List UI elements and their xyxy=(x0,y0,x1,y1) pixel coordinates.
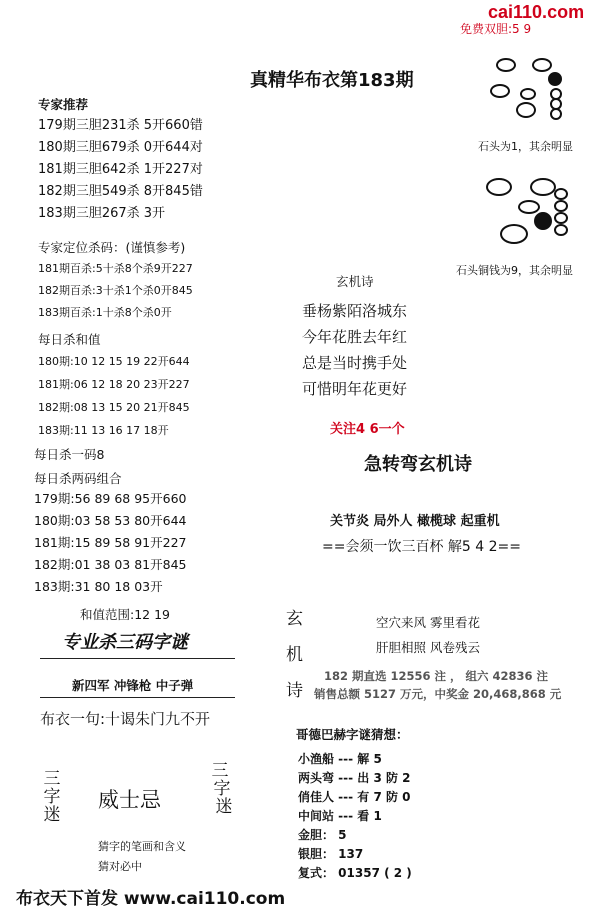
daily-one-label: 每日杀一码8 xyxy=(34,447,105,462)
coin-icon xyxy=(516,102,536,118)
stats-line1: 182 期直选 12556 注 ， 组六 42836 注 xyxy=(324,669,549,683)
daily-two-line: 182期:01 38 03 81开845 xyxy=(34,557,187,572)
stats-line2: 销售总额 5127 万元，中奖金 20,468,868 元 xyxy=(314,687,562,701)
daily-sum-heading: 每日杀和值 xyxy=(38,332,101,347)
riddle-rule-bottom xyxy=(40,697,235,698)
turn-poem-title: 急转弯玄机诗 xyxy=(364,454,472,475)
xuanji-label-1: 玄 xyxy=(286,609,303,629)
site-tagline: 免费双胆:5 9 xyxy=(460,22,532,36)
daily-sum-line: 180期:10 12 15 19 22开644 xyxy=(38,355,190,368)
coin-icon xyxy=(520,88,536,100)
page-title: 真精华布衣第183期 xyxy=(250,70,414,91)
poem-lines xyxy=(302,298,407,402)
sum-range: 和值范围:12 19 xyxy=(80,607,170,622)
coin-puzzle-2-image xyxy=(482,176,572,246)
three-char-hint2: 猜对必中 xyxy=(98,860,142,873)
goldbach-row: 复式： 01357 ( 2 ) xyxy=(298,866,412,880)
daily-sum-line: 181期:06 12 18 20 23开227 xyxy=(38,378,190,391)
expert-line: 179期三胆231杀 5开660错 xyxy=(38,118,203,133)
poem-line: 可惜明年花更好 xyxy=(302,380,408,398)
kill-position-list xyxy=(38,258,193,324)
riddle-rule-top xyxy=(40,658,235,659)
goldbach-row: 金胆： 5 xyxy=(298,828,347,842)
coin-icon xyxy=(532,58,552,72)
daily-two-line: 180期:03 58 53 80开644 xyxy=(34,513,187,528)
goldbach-row: 俏佳人 --- 有 7 防 0 xyxy=(298,790,411,804)
goldbach-row: 两头弯 --- 出 3 防 2 xyxy=(298,771,411,785)
expert-line: 182期三胆549杀 8开845错 xyxy=(38,184,203,199)
goldbach-row: 小渔船 --- 解 5 xyxy=(298,752,382,766)
goldbach-row: 中间站 --- 看 1 xyxy=(298,809,382,823)
coin-icon xyxy=(486,178,512,196)
footer-text: 布衣天下首发 www.cai110.com xyxy=(16,889,286,909)
daily-sum-list xyxy=(38,350,190,442)
xuanji-label-3: 诗 xyxy=(286,681,303,701)
coin-icon xyxy=(554,200,568,212)
kill-position-line: 182期百杀:3十杀1个杀0开845 xyxy=(38,284,193,297)
kill-position-line: 183期百杀:1十杀8个杀0开 xyxy=(38,306,172,319)
expert-list xyxy=(38,115,203,225)
expert-line: 183期三胆267杀 3开 xyxy=(38,206,166,221)
xuanji-line2: 肝胆相照 风卷残云 xyxy=(376,640,480,655)
expert-line: 181期三胆642杀 1开227对 xyxy=(38,162,203,177)
turn-poem-line2: ==会须一饮三百杯 解5 4 2== xyxy=(322,539,521,555)
daily-two-line: 183期:31 80 18 03开 xyxy=(34,579,163,594)
coin-icon xyxy=(554,188,568,200)
expert-heading: 专家推荐 xyxy=(38,97,89,112)
poem-title: 玄机诗 xyxy=(336,274,374,289)
three-char-right-3: 迷 xyxy=(215,797,233,817)
coin-icon xyxy=(500,224,528,244)
coin-icon xyxy=(554,224,568,236)
xuanji-line1: 空穴来风 雾里看花 xyxy=(376,615,480,630)
site-logo: cai110.com xyxy=(488,2,585,22)
daily-sum-line: 183期:11 13 16 17 18开 xyxy=(38,424,169,437)
puzzle2-caption: 石头铜钱为9，其余明显 xyxy=(456,264,573,277)
puzzle1-caption: 石头为1，其余明显 xyxy=(478,140,573,153)
poem-line: 垂杨紫陌洛城东 xyxy=(302,302,408,320)
xuanji-label-2: 机 xyxy=(286,645,303,665)
poem-focus: 关注4 6一个 xyxy=(330,422,405,437)
coin-icon xyxy=(530,178,556,196)
three-char-left-3: 迷 xyxy=(43,805,61,825)
poem-line: 总是当时携手处 xyxy=(302,354,408,372)
kill-position-heading: 专家定位杀码：(谨慎参考) xyxy=(38,240,186,255)
coin-icon xyxy=(490,84,510,98)
stone-icon xyxy=(534,212,552,230)
three-char-right-1: 三 xyxy=(211,761,229,781)
buyi-line: 布衣一句:十谒朱门九不开 xyxy=(40,710,211,728)
expert-line: 180期三胆679杀 0开644对 xyxy=(38,140,203,155)
coin-icon xyxy=(554,212,568,224)
riddle-title: 专业杀三码字谜 xyxy=(62,632,188,653)
daily-sum-line: 182期:08 13 15 20 21开845 xyxy=(38,401,190,414)
daily-two-list xyxy=(34,488,186,598)
three-char-left-1: 三 xyxy=(43,769,61,789)
daily-two-line: 179期:56 89 68 95开660 xyxy=(34,491,187,506)
three-char-word: 威士忌 xyxy=(98,788,161,812)
goldbach-title: 哥德巴赫字谜猜想： xyxy=(296,727,409,742)
coin-icon xyxy=(550,108,562,120)
riddle-words: 新四军 冲锋枪 中子弹 xyxy=(72,678,194,693)
three-char-left-2: 字 xyxy=(43,787,61,807)
daily-two-heading: 每日杀两码组合 xyxy=(34,471,122,486)
goldbach-list xyxy=(298,750,412,883)
coin-icon xyxy=(496,58,516,72)
poem-line: 今年花胜去年红 xyxy=(302,328,408,346)
goldbach-row: 银胆： 137 xyxy=(298,847,364,861)
turn-poem-words: 关节炎 局外人 橄榄球 起重机 xyxy=(330,514,500,529)
coin-icon xyxy=(518,200,540,214)
daily-two-line: 181期:15 89 58 91开227 xyxy=(34,535,187,550)
coin-puzzle-1-image xyxy=(490,58,562,120)
kill-position-line: 181期百杀:5十杀8个杀9开227 xyxy=(38,262,193,275)
three-char-hint1: 猜字的笔画和含义 xyxy=(98,840,186,853)
three-char-right-2: 字 xyxy=(213,779,231,799)
stone-icon xyxy=(548,72,562,86)
